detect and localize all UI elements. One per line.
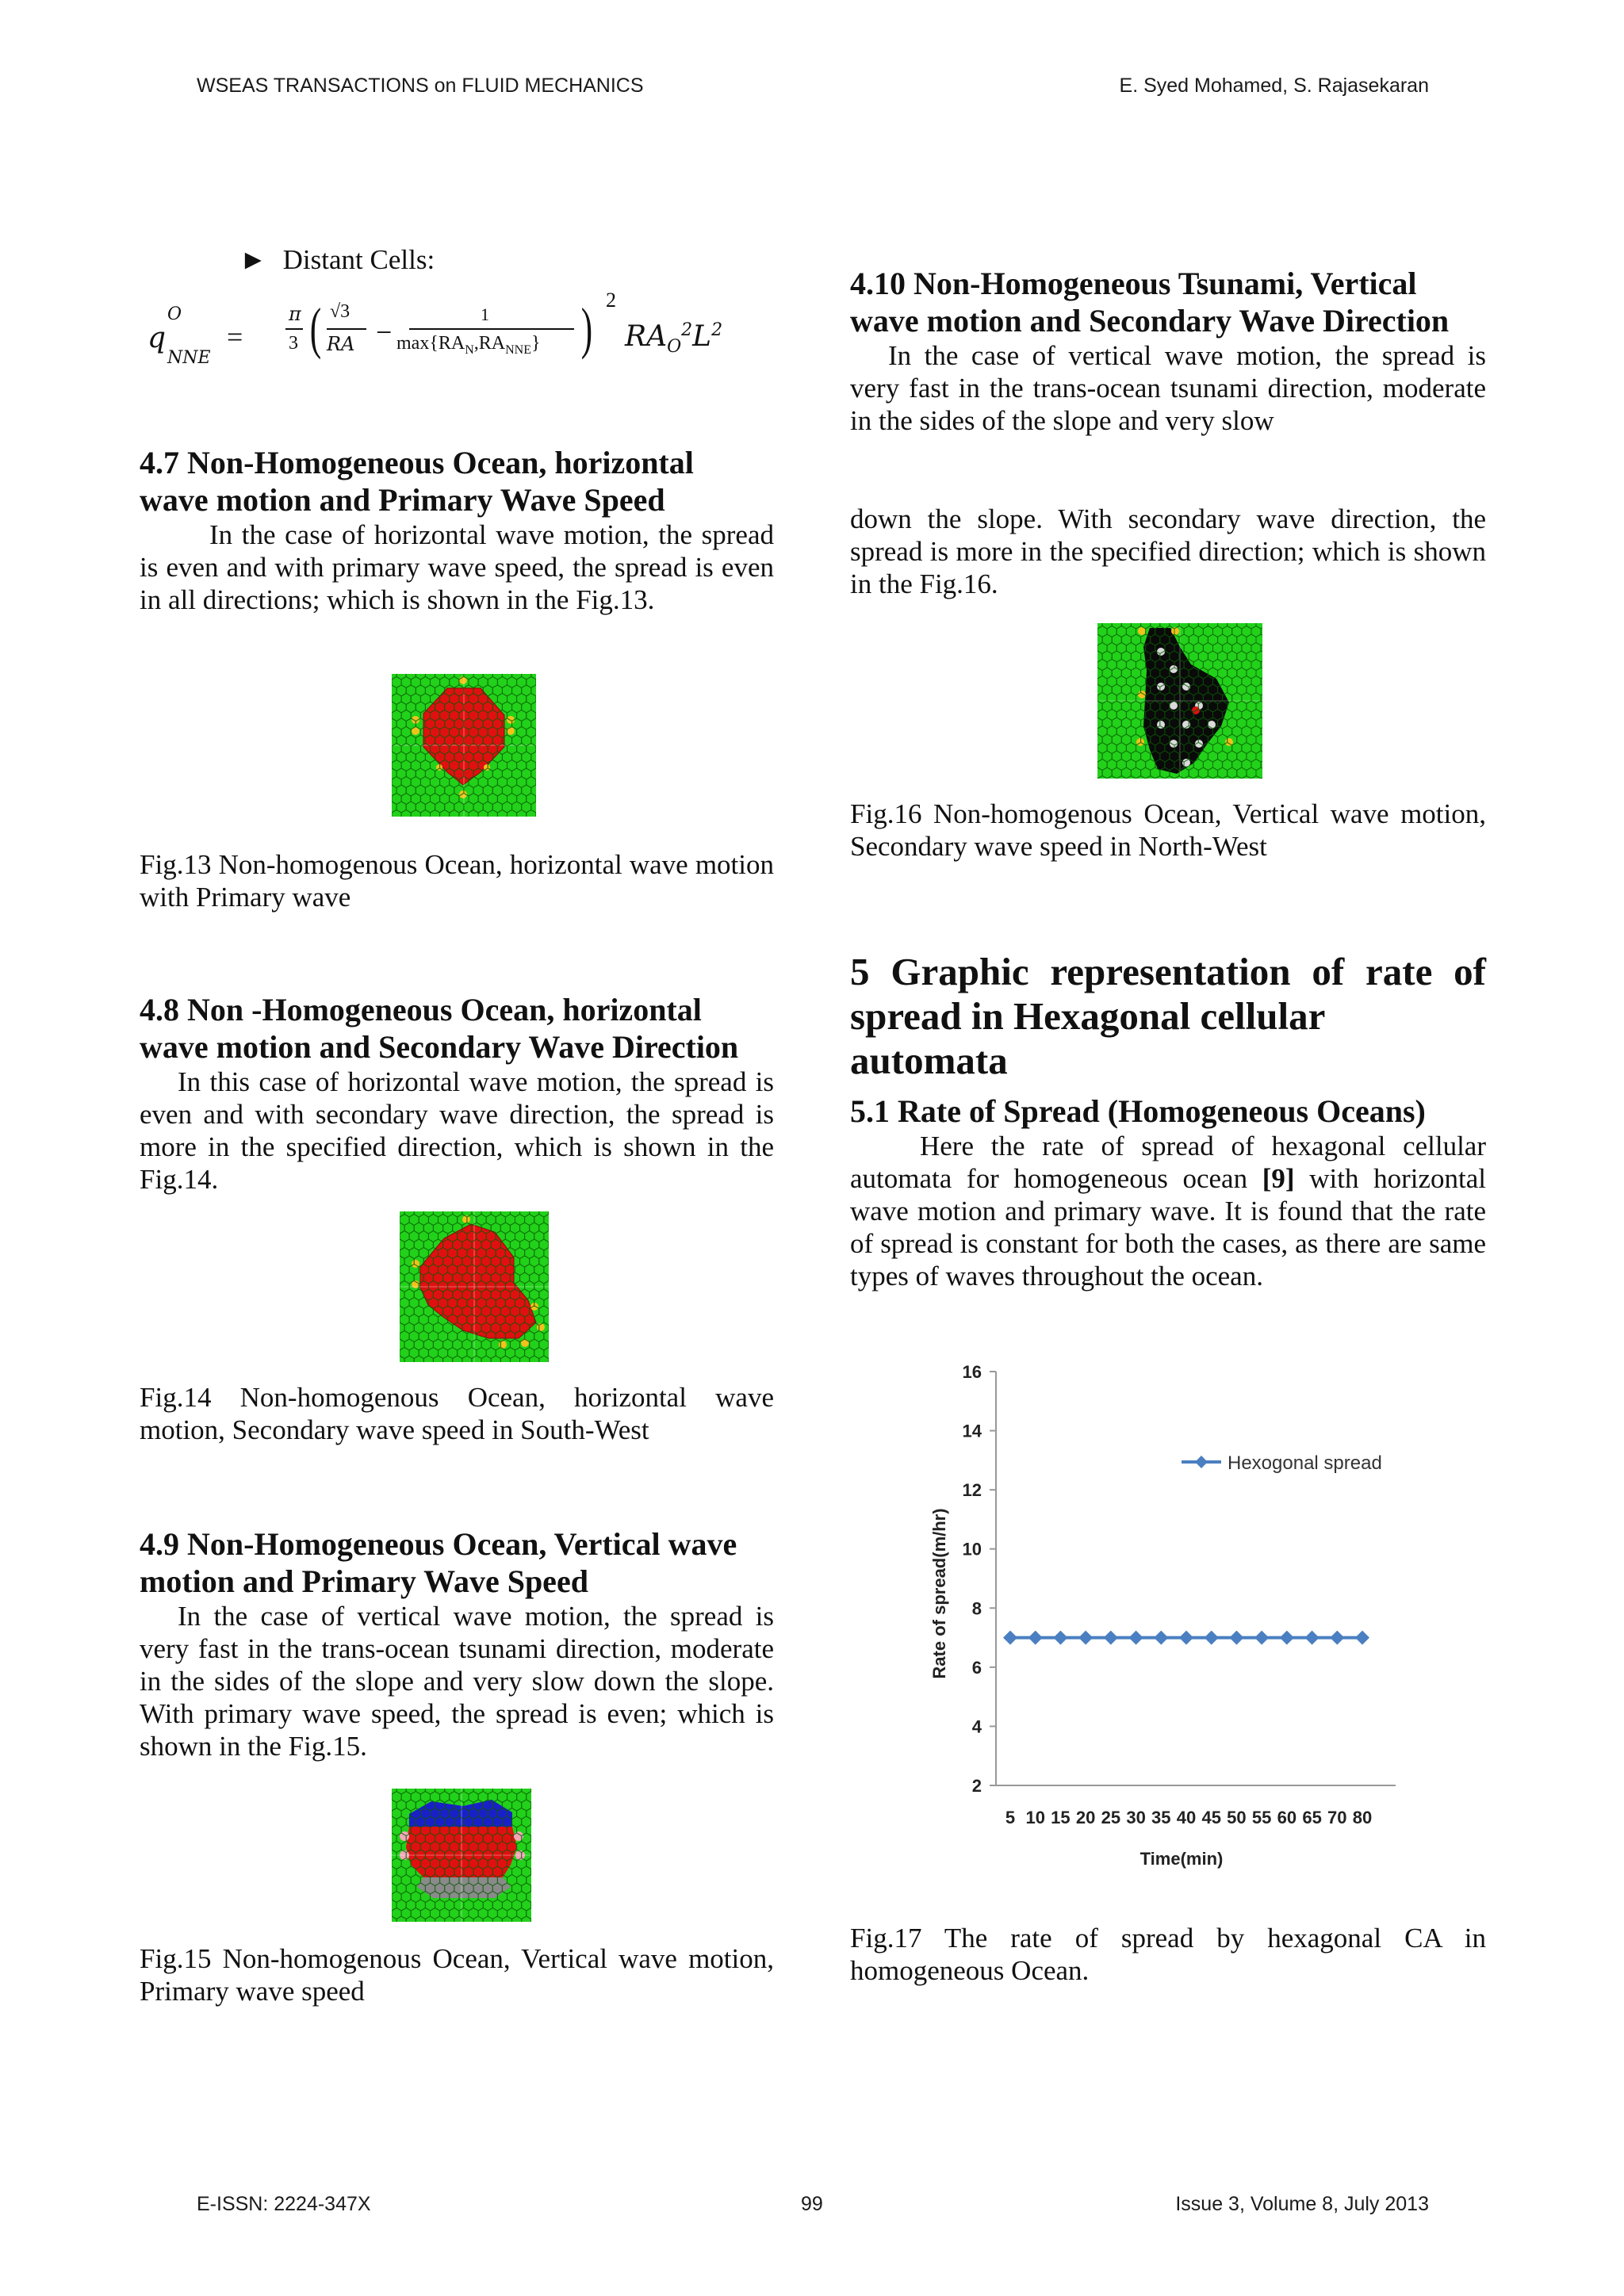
fig14-caption: Fig.14 Non-homogenous Ocean, horizontal wave motion, Secondary wave speed in South-West [140,1382,774,1445]
y-tick-label: 14 [962,1421,982,1441]
data-point [1104,1631,1118,1645]
section-4-9-body: In the case of vertical wave motion, the spread is very fast in the trans-ocean tsunami direction, moderate in the sides of the slope and very slow down the slope. With primary wave speed, the spread is even; which is shown in the Fig.15. [140,1601,774,1762]
x-tick-label: 50 [1227,1808,1247,1827]
section-5-1-title: 5.1 Rate of Spread (Homogeneous Oceans) [850,1093,1426,1129]
section-4-10-body-1: In the case of vertical wave motion, the spread is very fast in the trans-ocean tsunami direction, moderate in the sides of the slope and very slow [850,340,1486,436]
legend-label: Hexogonal spread [1228,1452,1382,1474]
section-4-7-body: In the case of horizontal wave motion, the spread is even and with primary wave speed, the spread is even in all directions; which is shown in the Fig.13. [140,519,774,615]
section-4-7-title-1: 4.7 Non-Homogeneous Ocean, horizontal [140,445,694,480]
distant-cells-label: Distant Cells: [282,244,435,275]
y-axis-label: Rate of spread(m/hr) [929,1508,949,1679]
x-tick-label: 15 [1051,1808,1071,1827]
data-point [1280,1631,1294,1645]
section-5-title-1: 5 Graphic representation of rate of [850,950,1486,993]
x-tick-label: 70 [1327,1808,1347,1827]
y-tick-label: 2 [971,1776,982,1796]
data-point [1305,1631,1320,1645]
y-tick-label: 8 [971,1598,982,1619]
formula-one: 1 [481,304,489,324]
data-point [1355,1631,1369,1645]
section-4-9 [140,1525,774,1762]
formula-lhs: q O $_{NNE}$ [147,304,211,369]
x-tick-label: 80 [1352,1808,1373,1827]
section-4-7-title-2: wave motion and Primary Wave Speed [140,482,665,518]
section-5-1-body: Here the rate of spread of hexagonal cellular automata for homogeneous ocean [9] with horizontal wave motion and primary wave. It is found that the rate of spread is constant for both the cases, as there are same types of waves throughout the ocean. [850,1131,1487,1292]
fig17-caption: Fig.17 The rate of spread by hexagonal CA in homogeneous Ocean. [850,1923,1486,1986]
data-point [1254,1631,1269,1645]
section-4-10-continued [850,503,1486,600]
section-4-7 [140,444,774,616]
section-4-9-title-2: motion and Primary Wave Speed [140,1563,588,1599]
formula-three: 3 [289,333,298,354]
data-point [1229,1631,1243,1645]
formula-ra: RA [327,333,355,355]
formula-sqrt3: √3 [330,301,350,322]
x-tick-label: 60 [1277,1808,1297,1827]
formula-rhs: $RA_O^2L^2$ [625,320,723,358]
section-4-10 [850,265,1486,437]
formula-q-nne: q O $_{NNE}$ = π 3 ( √3 RA − 1 $\max\{RA_N,RA_{NNE}\}$ ) 2 $RA_O^2L^2$ [147,289,723,369]
x-tick-label: 10 [1025,1808,1045,1827]
footer-issn: E-ISSN: 2224-347X [197,2193,371,2215]
fig13-hex-grid [392,674,536,817]
fig17-line-chart [920,1356,1411,1879]
fig15-caption: Fig.15 Non-homogenous Ocean, Vertical wave motion, Primary wave speed [140,1943,774,2007]
running-header-authors: E. Syed Mohamed, S. Rajasekaran [1119,75,1429,97]
y-tick-label: 10 [962,1539,982,1559]
formula-pi: π [289,303,301,325]
formula-max: $\max\{RA_N,RA_{NNE}\}$ [396,333,541,357]
formula-minus: − [376,316,393,348]
formula-equals: = [227,321,243,353]
section-4-8-title-2: wave motion and Secondary Wave Direction [140,1029,739,1065]
section-5 [850,950,1486,1083]
fig16-caption: Fig.16 Non-homogenous Ocean, Vertical wave motion, Secondary wave speed in North-West [850,798,1486,862]
x-tick-label: 25 [1101,1808,1121,1827]
section-5-1 [850,1093,1486,1292]
data-point [1129,1631,1143,1645]
section-4-9-title-1: 4.9 Non-Homogeneous Ocean, Vertical wave [140,1526,737,1562]
chart-legend [1182,1452,1382,1474]
data-point [1154,1631,1168,1645]
y-tick-label: 4 [971,1716,982,1737]
formula-square: 2 [606,289,616,312]
data-point [1205,1631,1219,1645]
footer-issue: Issue 3, Volume 8, July 2013 [1175,2193,1429,2215]
y-tick-label: 16 [962,1362,982,1382]
section-4-8-title-1: 4.8 Non -Homogeneous Ocean, horizontal [140,992,702,1027]
section-4-10-body-2: down the slope. With secondary wave direction, the spread is more in the specified direction; which is shown in the Fig.16. [850,503,1486,599]
distant-cells-item [239,244,435,276]
x-tick-label: 55 [1251,1808,1272,1827]
x-tick-label: 45 [1201,1808,1221,1827]
fig13-caption: Fig.13 Non-homogenous Ocean, horizontal wave motion with Primary wave [140,849,774,913]
x-tick-label: 5 [1005,1808,1016,1827]
data-point [1179,1631,1193,1645]
data-point [1078,1631,1093,1645]
fig16-hex-grid [1097,623,1262,779]
y-tick-label: 12 [962,1480,982,1501]
section-5-title-2: spread in Hexagonal cellular automata [850,994,1325,1082]
reference-9[interactable]: [9] [1262,1163,1295,1194]
footer-page-number: 99 [801,2193,823,2215]
x-axis-label: Time(min) [1139,1849,1224,1869]
section-4-10-title-2: wave motion and Secondary Wave Direction [850,303,1450,339]
data-point [1053,1631,1067,1645]
y-tick-label: 6 [971,1657,982,1678]
data-point [1003,1631,1017,1645]
bullet: ► [239,244,267,275]
x-tick-label: 65 [1302,1808,1322,1827]
running-header-journal: WSEAS TRANSACTIONS on FLUID MECHANICS [197,75,644,97]
fig14-hex-grid [400,1211,549,1362]
x-tick-label: 20 [1075,1808,1096,1827]
fig15-hex-grid [392,1789,531,1922]
x-tick-label: 35 [1151,1808,1171,1827]
x-tick-label: 30 [1126,1808,1146,1827]
section-4-10-title-1: 4.10 Non-Homogeneous Tsunami, Vertical [850,266,1417,301]
data-point [1330,1631,1344,1645]
data-point [1028,1631,1043,1645]
section-4-8-body: In this case of horizontal wave motion, the spread is even and with secondary wave direction, the spread is more in the specified direction, which is shown in the Fig.14. [140,1066,774,1195]
section-4-8 [140,991,774,1196]
x-tick-label: 40 [1176,1808,1197,1827]
